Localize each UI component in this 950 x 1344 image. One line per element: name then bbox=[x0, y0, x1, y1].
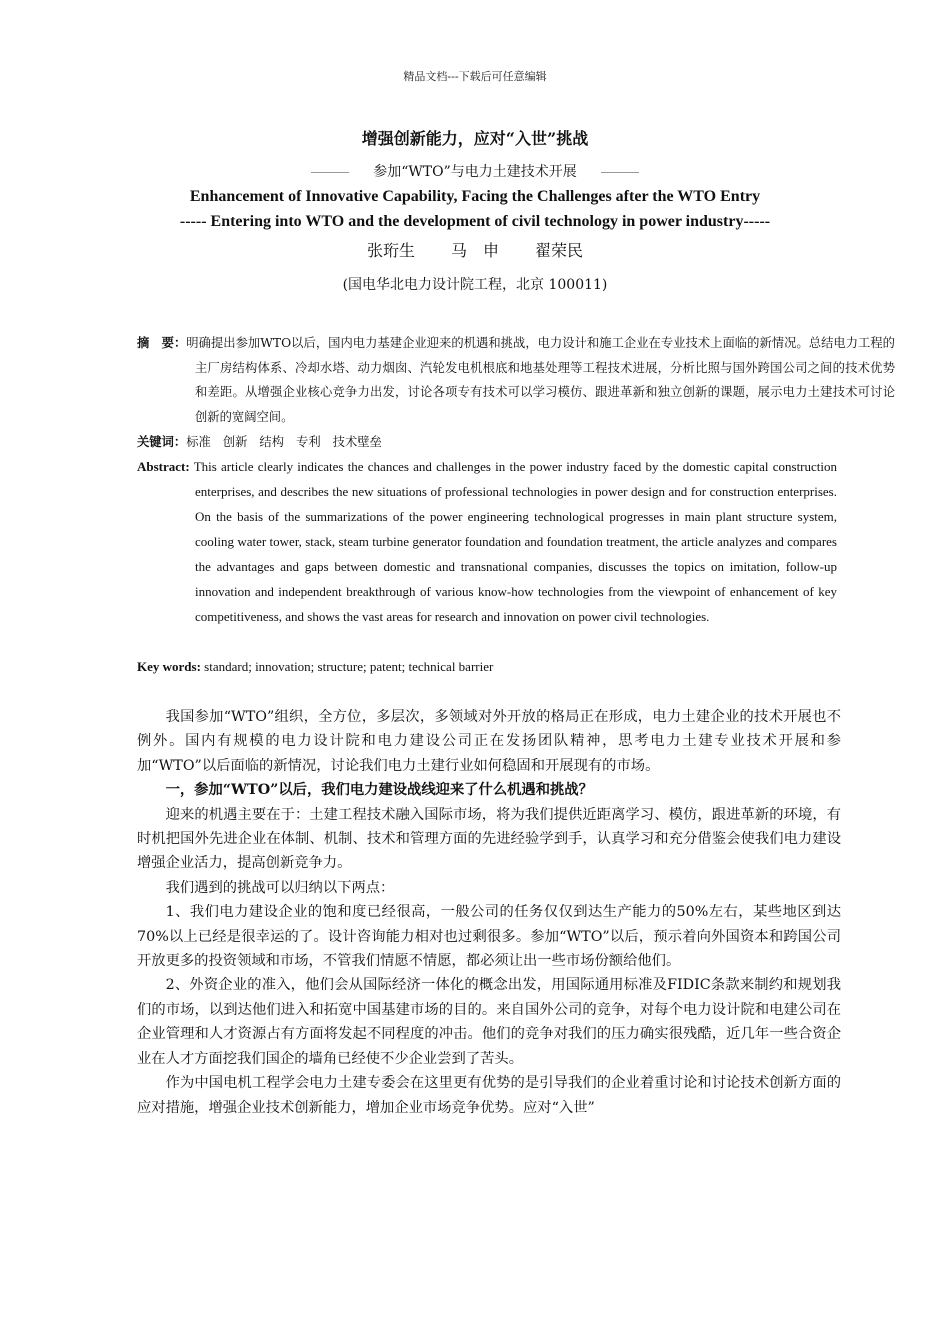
body-text bbox=[137, 705, 841, 1120]
author-name: 翟荣民 bbox=[535, 241, 584, 260]
keywords-en-text: standard; innovation; structure; patent; technical barrier bbox=[204, 659, 494, 674]
subtitle-left-rule bbox=[311, 172, 349, 173]
section-heading: 一，参加“WTO”以后，我们电力建设战线迎来了什么机遇和挑战？ bbox=[165, 782, 593, 799]
author-name: 张珩生 bbox=[366, 241, 415, 260]
english-abstract bbox=[137, 454, 837, 629]
english-subtitle: ----- Entering into WTO and the development of civil technology in power industry----- bbox=[179, 213, 771, 230]
affiliation: (国电华北电力设计院工程，北京 100011) bbox=[342, 277, 608, 293]
keyword-item: 结构 bbox=[259, 435, 285, 449]
keyword-item: 标准 bbox=[186, 435, 211, 449]
body-paragraph: 迎来的机遇主要在于：土建工程技术融入国际市场，将为我们提供近距离学习、模仿，跟进革新的环境，有时机把国外先进企业在体制、机制、技术和管理方面的先进经验学到手，认真学习和充分借鉴会使我们电力建设增强企业活力，提高创新竞争力。 bbox=[137, 806, 841, 872]
body-paragraph: 作为中国电机工程学会电力土建专委会在这里更有优势的是引导我们的企业着重讨论和讨论技术创新方面的应对措施，增强企业技术创新能力，增加企业市场竞争优势。应对“入世” bbox=[137, 1075, 841, 1116]
subtitle-text: 参加“WTO”与电力土建技术开展 bbox=[373, 164, 577, 180]
abstract-zh-label: 摘 要： bbox=[137, 335, 187, 350]
abstract-en-label: Abstract: bbox=[137, 459, 190, 474]
english-keywords bbox=[137, 654, 837, 679]
keyword-item: 技术壁垒 bbox=[332, 435, 382, 449]
body-paragraph: 我国参加“WTO”组织，全方位，多层次，多领域对外开放的格局正在形成，电力土建企业的技术开展也不例外。国内有规模的电力设计院和电力建设公司正在发扬团队精神，思考电力土建专业技术开展和参加“WTO”以后面临的新情况，讨论我们电力土建行业如何稳固和开展现有的市场。 bbox=[137, 709, 841, 774]
body-paragraph: 2、外资企业的准入，他们会从国际经济一体化的概念出发，用国际通用标准及FIDIC条款来制约和规划我们的市场，以到达他们进入和拓宽中国基建市场的目的。来自国外公司的竞争，对每个电力设计院和电建公司在企业管理和人才资源占有方面将发起不同程度的冲击。他们的竞争对我们的压力确实很残酷，近几年一些合资企业在人才方面挖我们国企的墙角已经使不少企业尝到了苦头。 bbox=[137, 977, 841, 1067]
keywords-en-label: Key words: bbox=[137, 659, 201, 674]
paper-subtitle bbox=[0, 161, 950, 181]
chinese-abstract bbox=[137, 331, 895, 429]
paper-title: 增强创新能力，应对“入世”挑战 bbox=[361, 129, 589, 148]
subtitle-right-rule bbox=[601, 172, 639, 173]
keywords-zh-label: 关键词： bbox=[137, 434, 187, 449]
english-title: Enhancement of Innovative Capability, Facing the Challenges after the WTO Entry bbox=[189, 188, 761, 205]
author-name: 马 申 bbox=[450, 241, 499, 260]
author-list bbox=[0, 238, 950, 261]
abstract-en-text: This article clearly indicates the chances and challenges in the power industry faced by the domestic capital construction enterprises, and describes the new situations of professional technologies in power design and for construction enterprises. On the basis of the summarizations of the power engineering technological progresses in main plant structure system, cooling water tower, stack, steam turbine generator foundation and foundation treatment, the article analyzes and compares the advantages and gaps between domestic and transnational companies, discusses the topics on imitation, follow-up innovation and independent breakthrough of various know-how technologies from the viewpoint of enhancement of key competitiveness, and shows the vast areas for research and innovation on power civil technologies. bbox=[193, 459, 838, 624]
body-paragraph: 1、我们电力建设企业的饱和度已经很高，一般公司的任务仅仅到达生产能力的50%左右，某些地区到达70%以上已经是很幸运的了。设计咨询能力相对也过剩很多。参加“WTO”以后，预示着向外国资本和跨国公司开放更多的投资领域和市场，不管我们情愿不情愿，都必须让出一些市场份额给他们。 bbox=[137, 904, 841, 970]
abstract-zh-text: 明确提出参加WTO以后，国内电力基建企业迎来的机遇和挑战，电力设计和施工企业在专业技术上面临的新情况。总结电力工程的主厂房结构体系、冷却水塔、动力烟囱、汽轮发电机根底和地基处理等工程技术进展，分析比照与国外跨国公司之间的技术优势和差距。从增强企业核心竞争力出发，讨论各项专有技术可以学习模仿、跟进革新和独立创新的课题，展示电力土建技术可讨论创新的宽阔空间。 bbox=[186, 336, 895, 424]
page-header: 精品文档---下载后可任意编辑 bbox=[403, 70, 547, 83]
chinese-keywords bbox=[137, 430, 837, 455]
keyword-item: 创新 bbox=[222, 435, 248, 449]
keyword-item: 专利 bbox=[296, 435, 321, 449]
body-paragraph: 我们遇到的挑战可以归纳以下两点： bbox=[165, 879, 395, 896]
